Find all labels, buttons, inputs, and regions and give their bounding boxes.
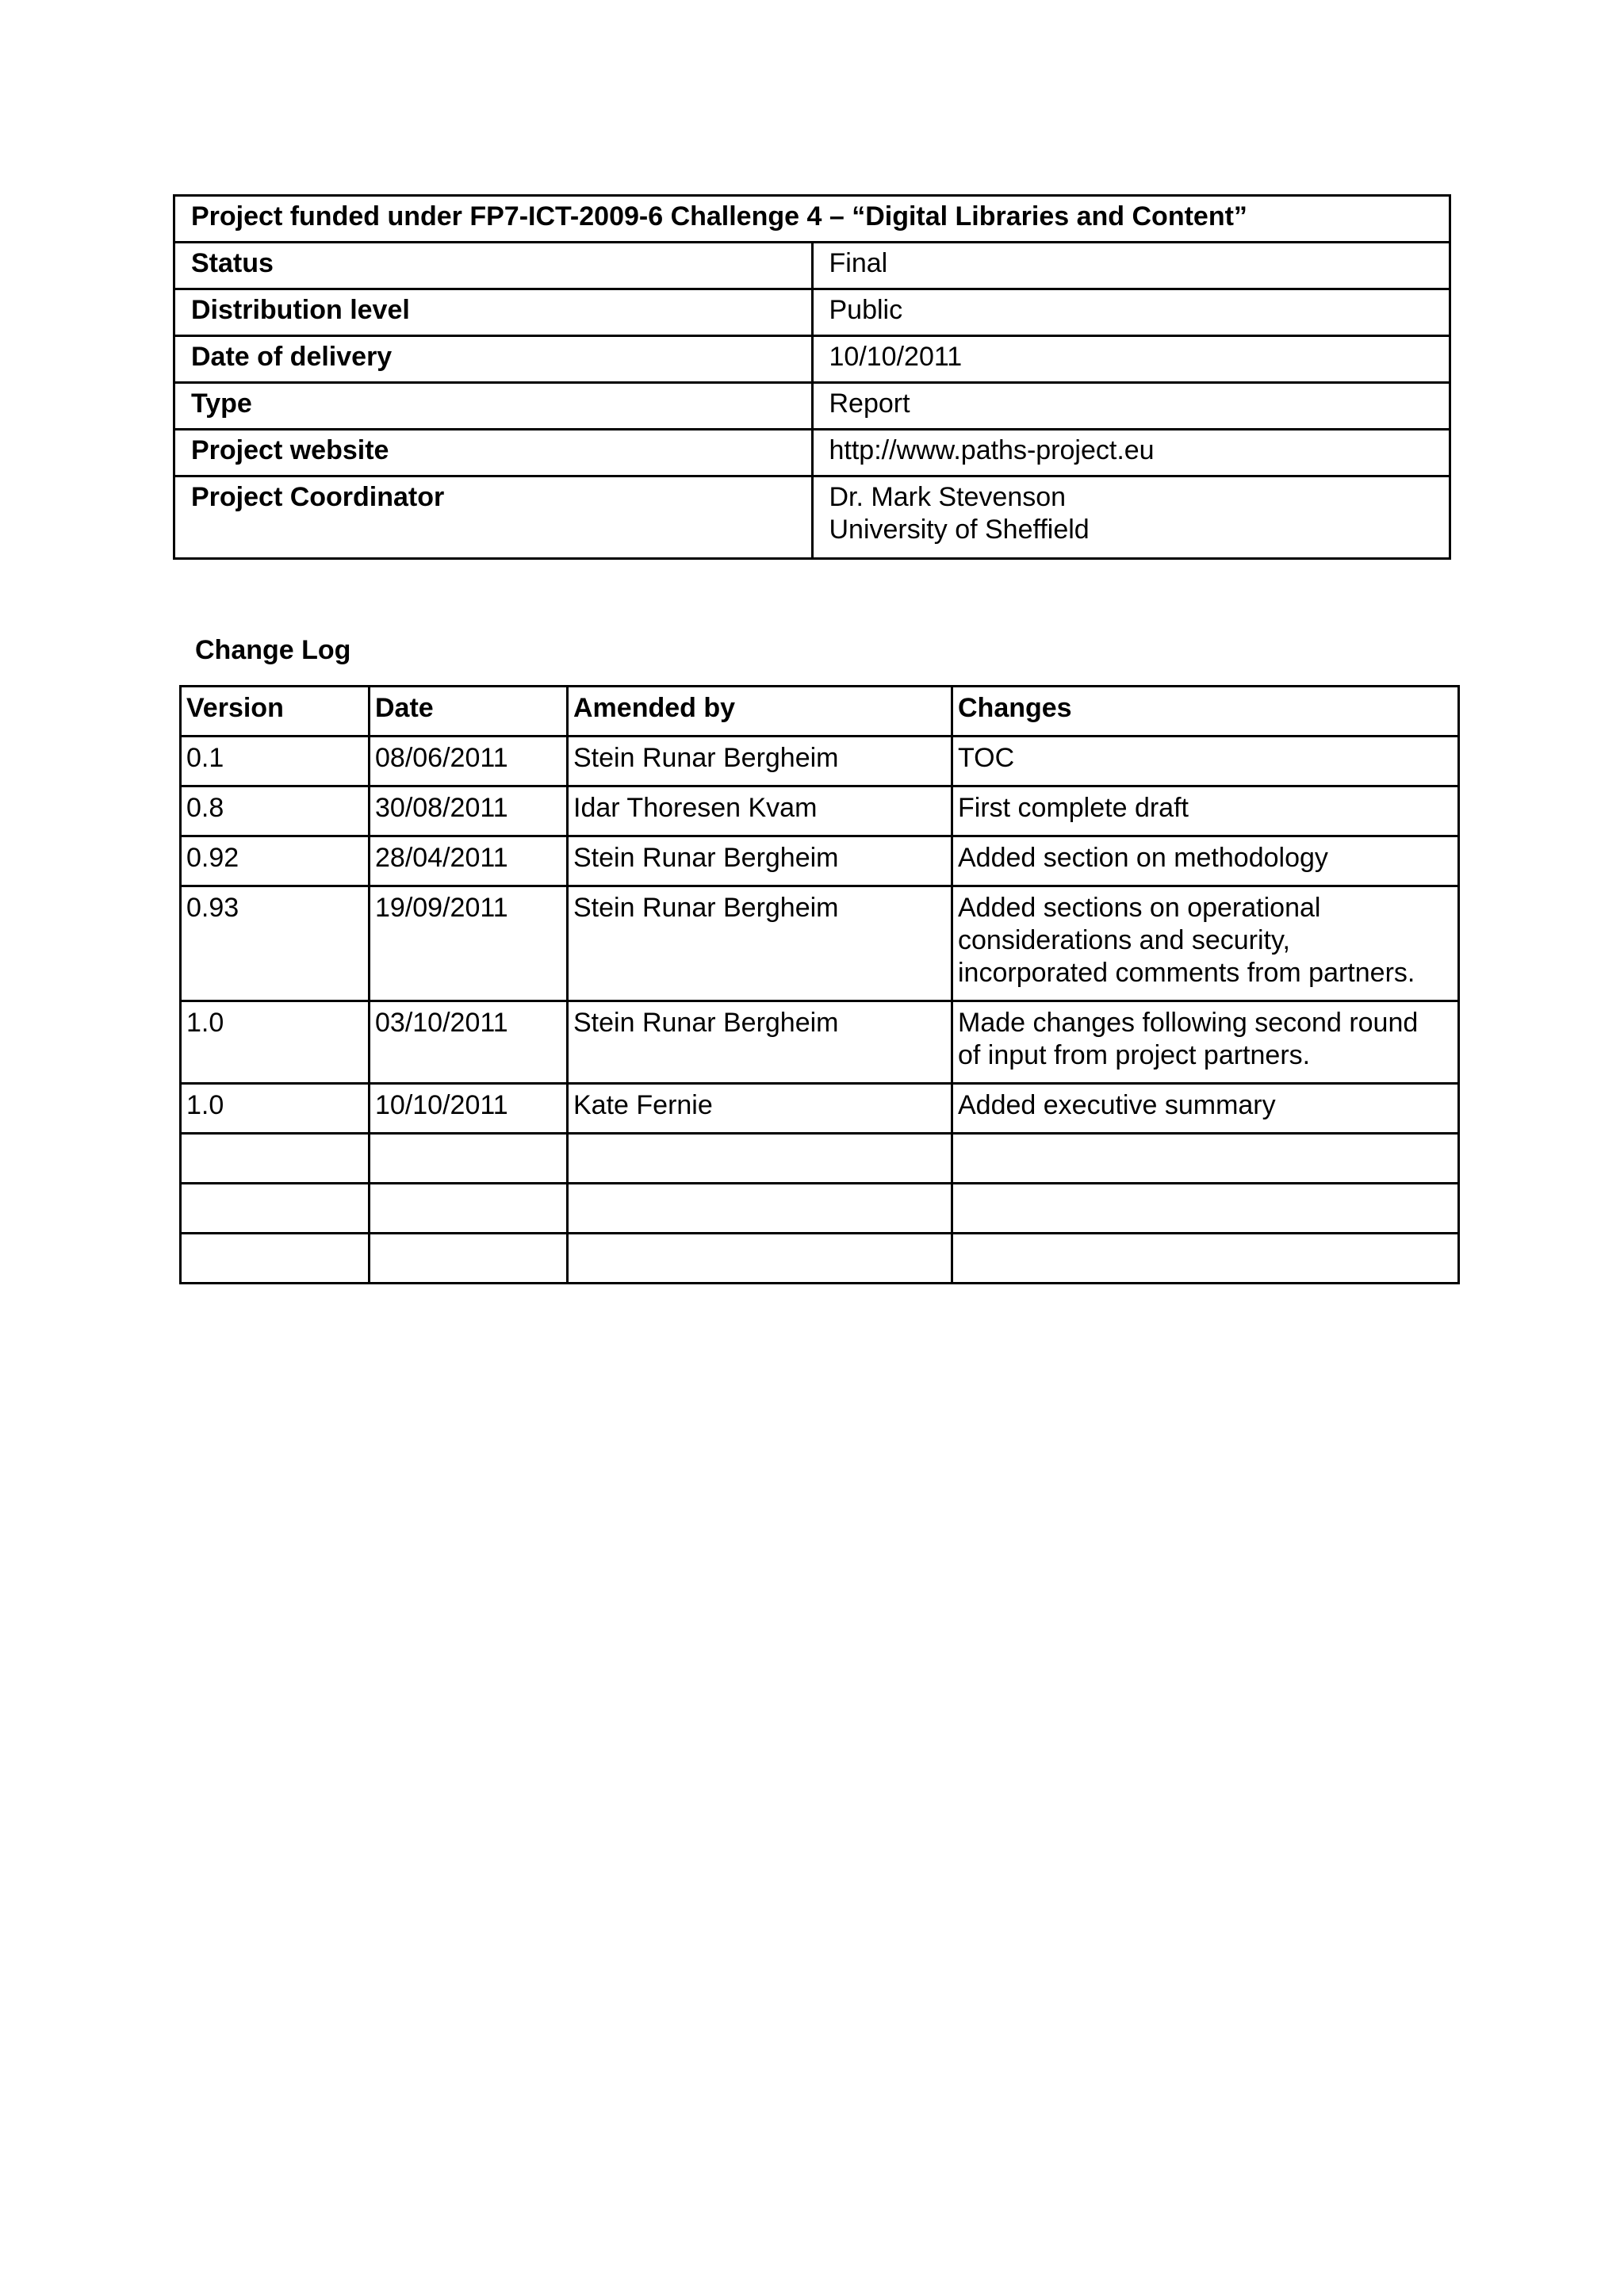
version-cell <box>181 1184 370 1234</box>
project-info-row-delivery-date <box>174 336 1450 383</box>
changes-cell <box>952 1134 1459 1184</box>
changes-line: Added sections on operational <box>958 893 1321 923</box>
date-cell: 08/06/2011 <box>370 737 568 786</box>
table-row <box>181 836 1459 886</box>
date-cell <box>370 1134 568 1184</box>
date-cell <box>370 1184 568 1234</box>
version-cell: 1.0 <box>181 1001 370 1084</box>
changes-line: Made changes following second round <box>958 1008 1419 1038</box>
project-info-row-coordinator <box>174 476 1450 559</box>
version-cell: 0.92 <box>181 836 370 886</box>
amended-by-cell: Kate Fernie <box>568 1084 952 1134</box>
empty-table-row <box>181 1134 1459 1184</box>
table-row <box>181 737 1459 786</box>
changes-line: TOC <box>958 743 1015 773</box>
status-value: Final <box>812 243 1450 289</box>
empty-table-row <box>181 1184 1459 1234</box>
project-info-row-distribution <box>174 289 1450 336</box>
version-cell: 0.1 <box>181 737 370 786</box>
changes-cell <box>952 886 1459 1001</box>
table-row <box>181 1084 1459 1134</box>
date-cell: 10/10/2011 <box>370 1084 568 1134</box>
change-log-table <box>179 685 1460 1284</box>
amended-by-cell: Stein Runar Bergheim <box>568 836 952 886</box>
project-website-label: Project website <box>174 430 813 476</box>
changes-cell <box>952 786 1459 836</box>
date-cell: 19/09/2011 <box>370 886 568 1001</box>
version-cell <box>181 1234 370 1284</box>
type-value: Report <box>812 383 1450 430</box>
changes-line: First complete draft <box>958 793 1189 823</box>
distribution-level-label: Distribution level <box>174 289 813 336</box>
column-header-date: Date <box>370 687 568 737</box>
project-coordinator-value <box>812 476 1450 559</box>
status-label: Status <box>174 243 813 289</box>
date-cell: 28/04/2011 <box>370 836 568 886</box>
amended-by-cell: Stein Runar Bergheim <box>568 1001 952 1084</box>
project-info-row-status <box>174 243 1450 289</box>
funding-header: Project funded under FP7-ICT-2009-6 Challenge 4 – “Digital Libraries and Content” <box>174 196 1450 243</box>
delivery-date-value: 10/10/2011 <box>812 336 1450 383</box>
changes-line: Added section on methodology <box>958 843 1328 873</box>
project-website-value: http://www.paths-project.eu <box>812 430 1450 476</box>
table-row <box>181 786 1459 836</box>
amended-by-cell <box>568 1134 952 1184</box>
changes-line: Added executive summary <box>958 1090 1276 1120</box>
change-log-title: Change Log <box>195 635 351 665</box>
coordinator-name: Dr. Mark Stevenson <box>829 482 1067 512</box>
project-info-table <box>173 194 1451 560</box>
project-coordinator-label: Project Coordinator <box>174 476 813 559</box>
changes-cell <box>952 737 1459 786</box>
changes-cell <box>952 836 1459 886</box>
version-cell <box>181 1134 370 1184</box>
changes-cell <box>952 1184 1459 1234</box>
date-cell: 03/10/2011 <box>370 1001 568 1084</box>
date-cell: 30/08/2011 <box>370 786 568 836</box>
column-header-version: Version <box>181 687 370 737</box>
changes-line: incorporated comments from partners. <box>958 958 1415 988</box>
changes-cell <box>952 1084 1459 1134</box>
changes-cell <box>952 1234 1459 1284</box>
table-row <box>181 1001 1459 1084</box>
column-header-changes: Changes <box>952 687 1459 737</box>
coordinator-institution: University of Sheffield <box>829 515 1090 545</box>
version-cell: 0.93 <box>181 886 370 1001</box>
table-row <box>181 886 1459 1001</box>
project-info-row-website <box>174 430 1450 476</box>
project-info-row-type <box>174 383 1450 430</box>
date-cell <box>370 1234 568 1284</box>
delivery-date-label: Date of delivery <box>174 336 813 383</box>
changes-cell <box>952 1001 1459 1084</box>
project-info-header-row <box>174 196 1450 243</box>
amended-by-cell: Idar Thoresen Kvam <box>568 786 952 836</box>
version-cell: 0.8 <box>181 786 370 836</box>
change-log-header-row <box>181 687 1459 737</box>
amended-by-cell: Stein Runar Bergheim <box>568 886 952 1001</box>
type-label: Type <box>174 383 813 430</box>
amended-by-cell: Stein Runar Bergheim <box>568 737 952 786</box>
column-header-amended-by: Amended by <box>568 687 952 737</box>
amended-by-cell <box>568 1184 952 1234</box>
amended-by-cell <box>568 1234 952 1284</box>
changes-line: of input from project partners. <box>958 1040 1311 1070</box>
empty-table-row <box>181 1234 1459 1284</box>
version-cell: 1.0 <box>181 1084 370 1134</box>
changes-line: considerations and security, <box>958 925 1290 955</box>
distribution-level-value: Public <box>812 289 1450 336</box>
